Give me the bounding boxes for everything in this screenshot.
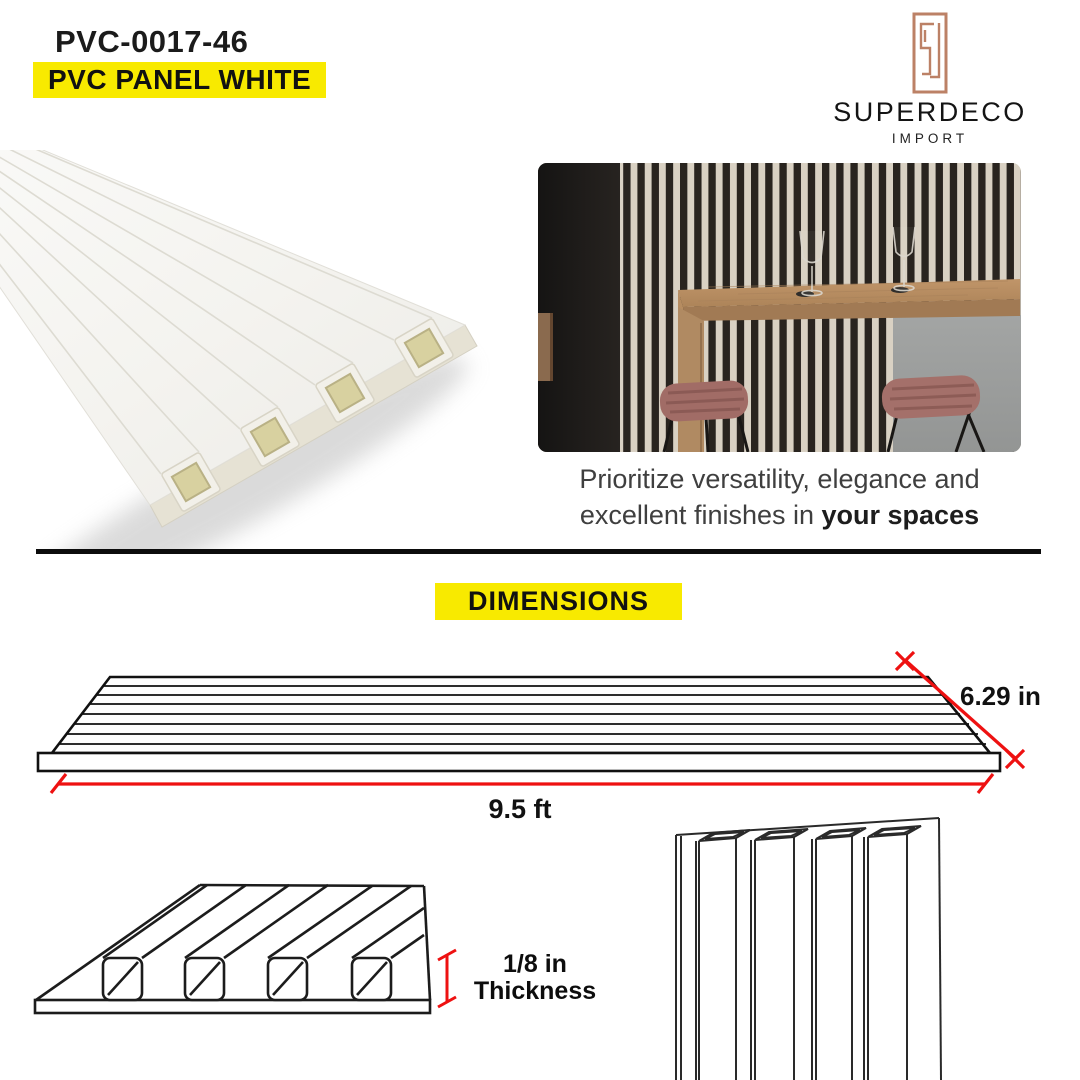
lifestyle-photo <box>538 163 1021 452</box>
lifestyle-photo-art <box>538 163 1021 452</box>
tagline-line1: Prioritize versatility, elegance and <box>579 464 980 494</box>
thickness-word: Thickness <box>473 977 597 1005</box>
product-photo-pvc-panel <box>0 150 520 550</box>
product-name-chip: PVC PANEL WHITE <box>33 62 326 98</box>
tagline <box>528 461 1031 533</box>
wood-cabinet <box>538 313 552 381</box>
thickness-dimension-label <box>455 951 615 1005</box>
wood-cabinet-edge <box>550 313 553 381</box>
tagline-line2-bold: your spaces <box>821 500 980 530</box>
section-divider <box>36 549 1041 554</box>
superdeco-monogram-icon <box>908 12 952 96</box>
dark-wall <box>538 163 620 452</box>
product-code: PVC-0017-46 <box>55 24 249 59</box>
dimensions-title-chip: DIMENSIONS <box>435 583 682 620</box>
length-dimension-label: 9.5 ft <box>488 794 552 824</box>
brand-name: SUPERDECO <box>833 97 1027 127</box>
tagline-line2: excellent finishes in <box>579 500 822 530</box>
panel-front-view-drawing <box>660 810 960 1080</box>
panel-cross-section-drawing <box>20 860 480 1080</box>
thickness-marker-red <box>438 950 456 1007</box>
thickness-value: 1/8 in <box>503 950 567 978</box>
brand-subtitle: IMPORT <box>891 131 969 146</box>
width-dimension-label: 6.29 in <box>960 681 1041 711</box>
panel-body <box>0 150 465 505</box>
